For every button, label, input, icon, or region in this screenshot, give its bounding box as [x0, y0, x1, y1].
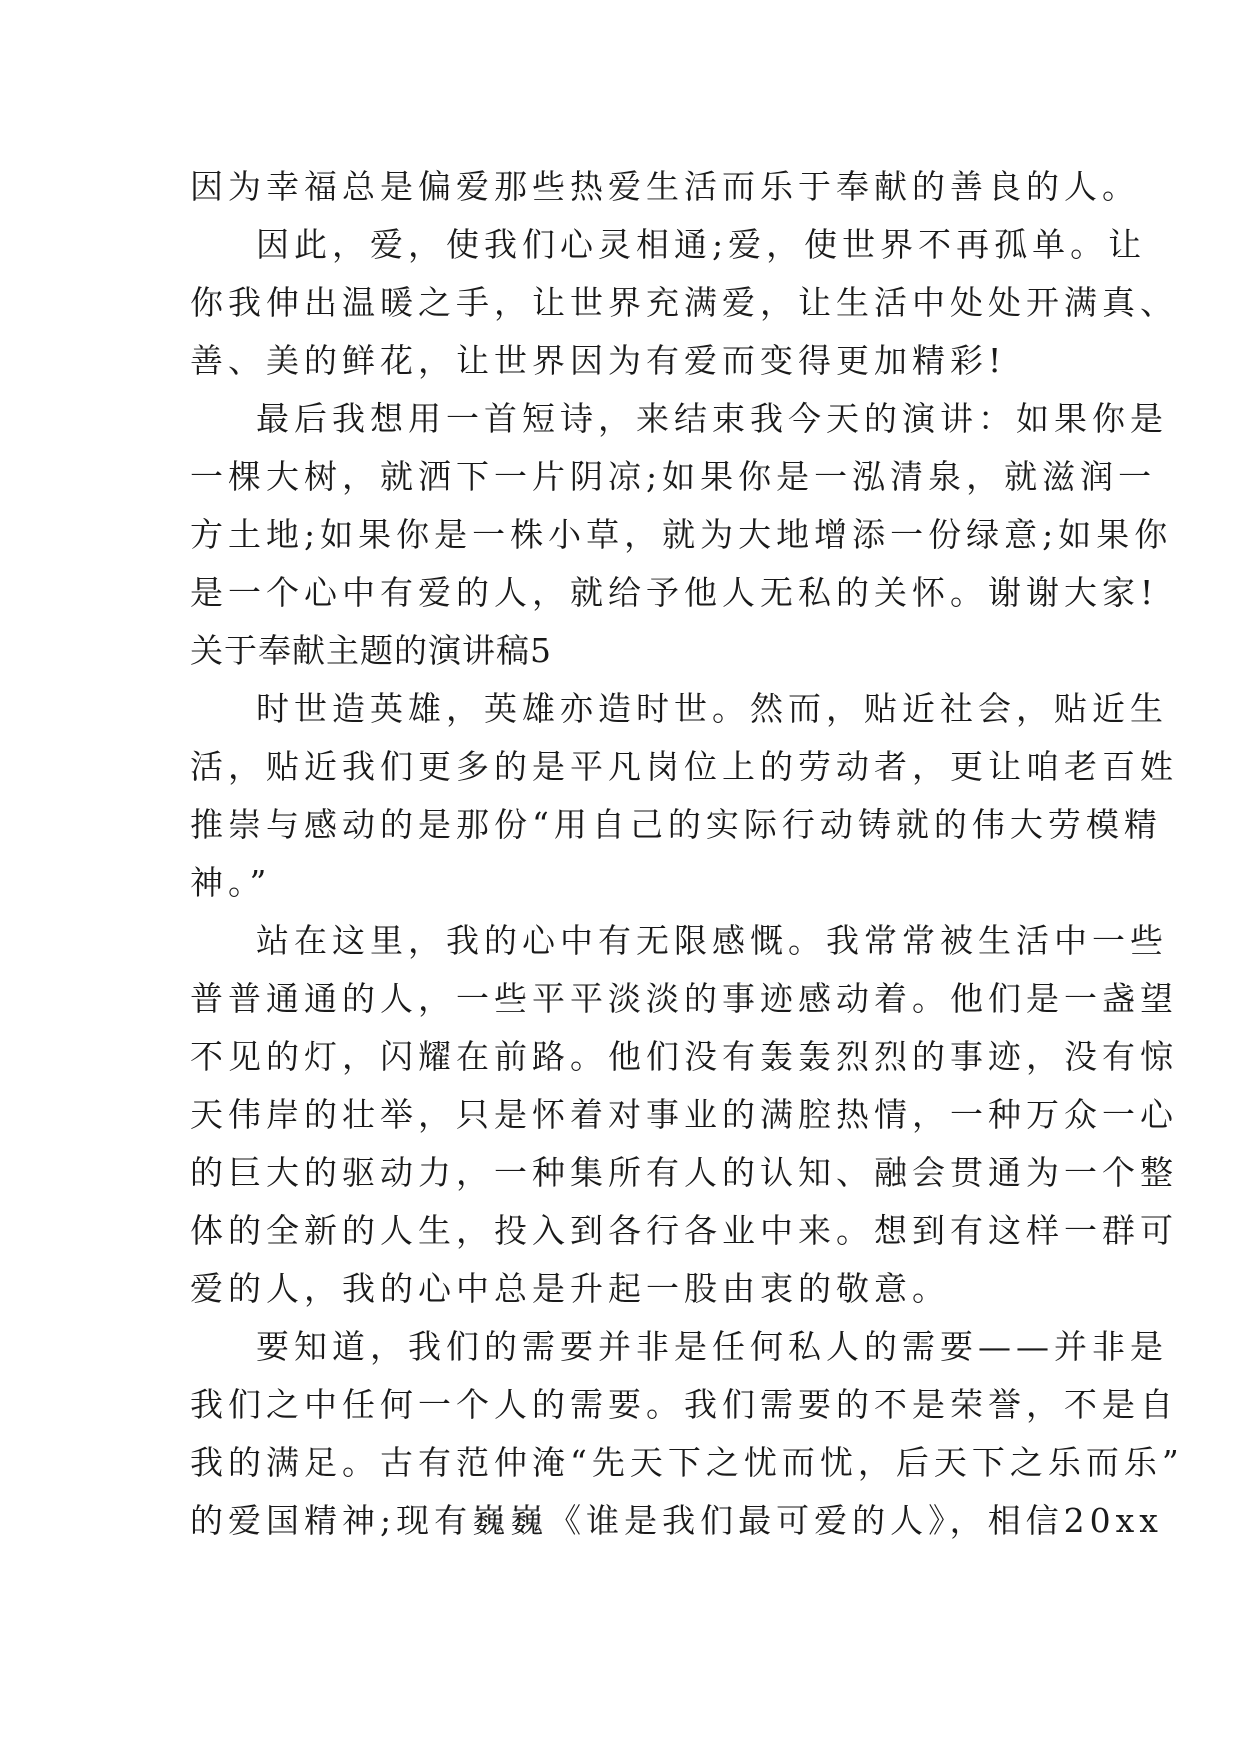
- text-line: 神。”: [190, 863, 272, 902]
- text-line: 爱的人，我的心中总是升起一股由衷的敬意。: [190, 1269, 950, 1308]
- text-line: 一棵大树，就洒下一片阴凉;如果你是一泓清泉，就滋润一: [190, 457, 1157, 496]
- text-line: 天伟岸的壮举，只是怀着对事业的满腔热情，一种万众一心: [190, 1095, 1178, 1134]
- text-line: 要知道，我们的需要并非是任何私人的需要——并非是: [256, 1327, 1168, 1366]
- text-line: 不见的灯，闪耀在前路。他们没有轰轰烈烈的事迹，没有惊: [190, 1037, 1178, 1076]
- text-line: 站在这里，我的心中有无限感慨。我常常被生活中一些: [256, 921, 1168, 960]
- text-line: 的爱国精神;现有巍巍《谁是我们最可爱的人》，相信20xx: [190, 1501, 1163, 1540]
- document-body: [190, 158, 1184, 1550]
- text-line: 普普通通的人，一些平平淡淡的事迹感动着。他们是一盏望: [190, 979, 1178, 1018]
- text-line: 体的全新的人生，投入到各行各业中来。想到有这样一群可: [190, 1211, 1178, 1250]
- text-line: 是一个心中有爱的人，就给予他人无私的关怀。谢谢大家!: [190, 573, 1159, 612]
- text-line: 你我伸出温暖之手，让世界充满爱，让生活中处处开满真、: [190, 283, 1178, 322]
- text-line: 因此，爱，使我们心灵相通;爱，使世界不再孤单。让: [256, 225, 1147, 264]
- text-line: 我们之中任何一个人的需要。我们需要的不是荣誉，不是自: [190, 1385, 1178, 1424]
- text-line: 方土地;如果你是一株小草，就为大地增添一份绿意;如果你: [190, 515, 1173, 554]
- text-line: 的巨大的驱动力，一种集所有人的认知、融会贯通为一个整: [190, 1153, 1178, 1192]
- text-line: 推崇与感动的是那份“用自己的实际行动铸就的伟大劳模精: [190, 805, 1162, 844]
- text-line: 活，贴近我们更多的是平凡岗位上的劳动者，更让咱老百姓: [190, 747, 1178, 786]
- text-line: 最后我想用一首短诗，来结束我今天的演讲：如果你是: [256, 399, 1168, 438]
- text-line: 因为幸福总是偏爱那些热爱生活而乐于奉献的善良的人。: [190, 167, 1140, 206]
- text-line: 善、美的鲜花，让世界因为有爱而变得更加精彩!: [190, 341, 1007, 380]
- text-line: 时世造英雄，英雄亦造时世。然而，贴近社会，贴近生: [256, 689, 1168, 728]
- section-heading: 关于奉献主题的演讲稿5: [190, 631, 552, 670]
- text-line: 我的满足。古有范仲淹“先天下之忧而忧，后天下之乐而乐”: [190, 1443, 1184, 1482]
